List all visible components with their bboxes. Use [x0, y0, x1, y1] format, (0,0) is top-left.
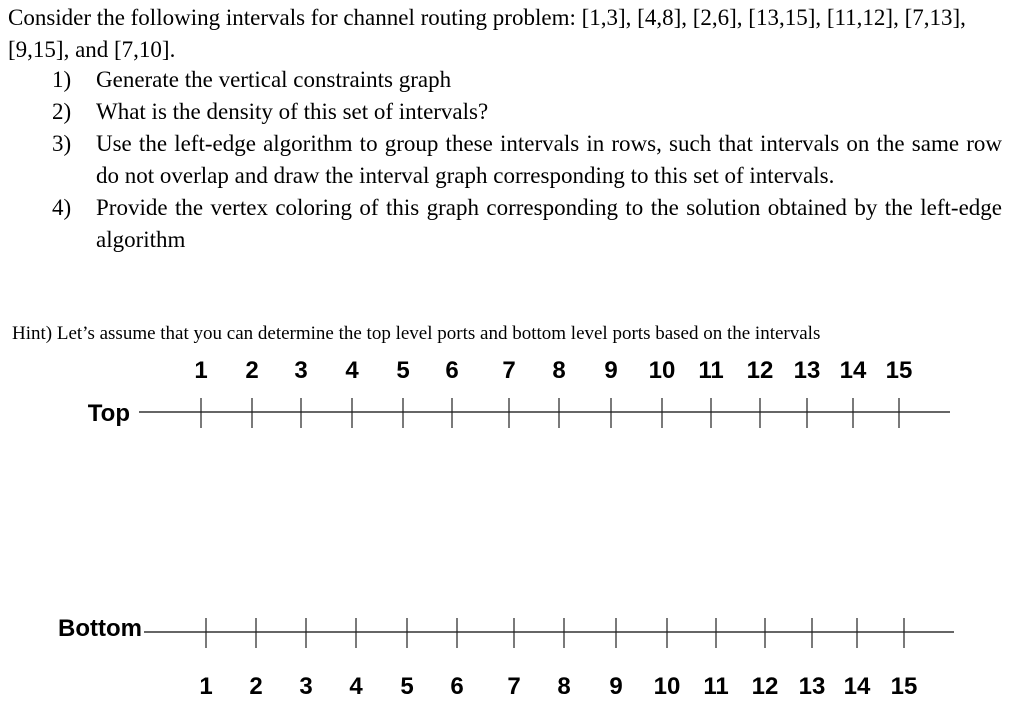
bottom-column-label: 13	[798, 673, 826, 700]
top-column-label: 7	[502, 357, 516, 384]
bottom-column-label: 7	[507, 673, 521, 700]
top-column-label: 10	[648, 357, 676, 384]
bottom-column-label: 14	[843, 673, 871, 700]
bottom-label: Bottom	[58, 615, 142, 642]
question-number: 1)	[52, 67, 72, 92]
bottom-column-label: 12	[751, 673, 779, 700]
question-number: 2)	[52, 99, 72, 124]
question-number: 4)	[52, 195, 72, 220]
top-column-label: 2	[245, 357, 259, 384]
top-column-label: 9	[604, 357, 618, 384]
bottom-column-label: 11	[703, 673, 729, 700]
bottom-column-label: 4	[349, 673, 363, 700]
bottom-column-label: 6	[450, 673, 464, 700]
top-column-label: 15	[885, 357, 913, 384]
top-column-label: 14	[839, 357, 867, 384]
question-number: 3)	[52, 131, 72, 156]
bottom-column-label: 1	[199, 673, 213, 700]
bottom-column-label: 9	[609, 673, 623, 700]
bottom-column-label: 8	[557, 673, 571, 700]
top-column-label: 6	[445, 357, 459, 384]
bottom-column-label: 10	[653, 673, 681, 700]
bottom-column-label: 5	[400, 673, 414, 700]
bottom-column-label: 15	[890, 673, 918, 700]
top-column-label: 5	[396, 357, 410, 384]
problem-intro: Consider the following intervals for channel routing problem: [1,3], [4,8], [2,6], [13,15], [11,12], [7,13], [9,15], and [7,10].	[8, 5, 966, 62]
top-label: Top	[87, 400, 130, 427]
hint-text: Hint) Let’s assume that you can determine the top level ports and bottom level ports based on the intervals	[12, 323, 821, 344]
bottom-column-label: 3	[299, 673, 313, 700]
top-column-label: 1	[194, 357, 208, 384]
top-column-label: 11	[698, 357, 724, 384]
top-column-label: 4	[345, 357, 359, 384]
top-column-label: 13	[793, 357, 821, 384]
question-text: Provide the vertex coloring of this graph corresponding to the solution obtained by the left-edge algorithm	[96, 195, 1002, 252]
question-text: Use the left-edge algorithm to group these intervals in rows, such that intervals on the same row do not overlap and draw the interval graph corresponding to this set of intervals.	[96, 131, 1002, 188]
top-column-label: 12	[746, 357, 774, 384]
question-text: What is the density of this set of intervals?	[96, 99, 489, 124]
top-column-label: 8	[552, 357, 566, 384]
question-text: Generate the vertical constraints graph	[96, 67, 452, 92]
top-column-label: 3	[294, 357, 308, 384]
bottom-column-label: 2	[249, 673, 263, 700]
